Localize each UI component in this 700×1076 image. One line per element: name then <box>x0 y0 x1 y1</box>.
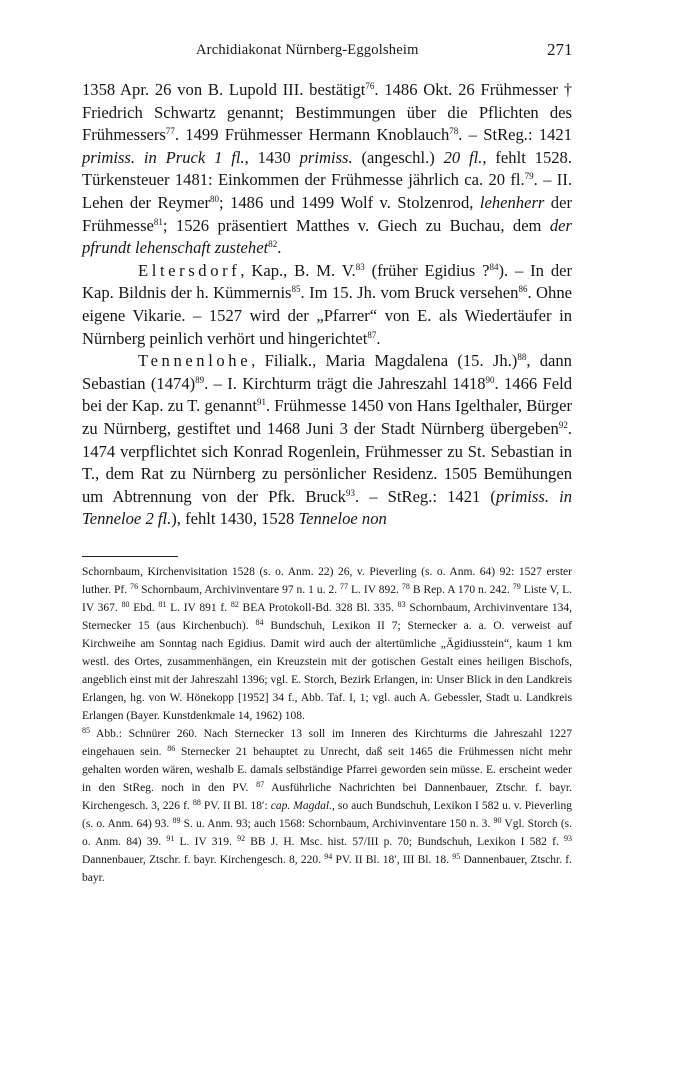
text-run: . Frühmesse 1450 von Hans Igelthaler, Bürger zu Nürnberg, gestiftet und 1468 Juni 3 der Stadt Nürnberg übergeben <box>82 396 572 438</box>
text-run: Vgl. Storch (s. o. Anm. 84) 39. <box>82 818 572 848</box>
footnote-ref-93[interactable]: 93 <box>345 487 355 498</box>
footnote-ref-80[interactable]: 80 <box>210 193 220 204</box>
text-run: . – StReg.: 1421 <box>458 125 573 145</box>
text-run: Schornbaum, Kirchenvisitation 1528 (s. o. Anm. 22) 26, v. Pieverling (s. o. Anm. 64) 92: 1527 erster luther. Pf. <box>82 566 572 596</box>
footnote-number-91: 91 <box>166 834 175 843</box>
footnote-number-92: 92 <box>237 834 246 843</box>
footnote-block-85-95 <box>82 725 572 887</box>
footnote-ref-92[interactable]: 92 <box>558 419 568 430</box>
text-run: , 1430 <box>244 147 300 167</box>
text-run: , so auch Bundschuh, Lexikon I 582 u. v. Pieverling (s. o. Anm. 64) 93. <box>82 800 572 830</box>
footnote-number-86: 86 <box>167 744 176 753</box>
italic-text: 20 fl. <box>443 147 483 167</box>
footnote-number-77: 77 <box>340 582 349 591</box>
text-run: Liste V, L. IV 367. <box>82 584 573 614</box>
text-run: Abb.: Schnürer 260. Nach Sternecker 13 soll im Inneren des Kirchturms die Jahreszahl 1227 eingehauen sein. <box>82 728 572 758</box>
text-run: ). – In der Kap. Bildnis der h. Kümmernis <box>82 260 573 303</box>
footnote-number-79: 79 <box>512 582 521 591</box>
footnote-ref-77[interactable]: 77 <box>165 126 175 137</box>
footnote-number-80: 80 <box>121 600 130 609</box>
place-name-tennenlohe: Tennenlohe <box>138 351 252 371</box>
place-name-eltersdorf: Eltersdorf <box>138 260 241 280</box>
text-run: L. IV 319. <box>174 836 238 848</box>
footnote-number-87: 87 <box>256 780 265 789</box>
text-run: Schornbaum, Archivinventare 97 n. 1 u. 2. <box>138 584 341 596</box>
footnote-number-89: 89 <box>172 816 181 825</box>
footnote-ref-78[interactable]: 78 <box>449 126 459 137</box>
text-run: . Ohne eigene Vikarie. – 1527 wird der „Pfarrer“ von E. als Wiedertäufer in Nürnberg peinlich verhört und hingerichtet <box>82 283 572 348</box>
text-run: L. IV 892. <box>348 584 402 596</box>
footnotes <box>82 563 572 887</box>
footnote-ref-87[interactable]: 87 <box>367 329 377 340</box>
footnote-number-81: 81 <box>158 600 167 609</box>
footnote-block-76-84 <box>82 563 572 725</box>
text-run: Schornbaum, Archivinventare 134, Sternecker 15 (aus Kirchenbuch). <box>82 602 573 632</box>
italic-text: primiss. in Pruck 1 fl. <box>82 147 245 167</box>
italic-text: primiss. in Tenneloe 2 fl. <box>82 486 572 529</box>
text-run: (angeschl.) <box>352 147 444 167</box>
footnote-number-78: 78 <box>401 582 410 591</box>
footnote-ref-76[interactable]: 76 <box>365 81 375 91</box>
text-run: . 1474 verpflichtet sich Konrad Rogenlein, Frühmesser zu St. Sebastian in T., dem Rat zu Nürnberg zu persönlicher Residenz. 1505 Bemühungen um Abtrennung von der Pfk. Bruck <box>82 418 572 506</box>
footnote-ref-89[interactable]: 89 <box>195 374 205 385</box>
footnote-number-88: 88 <box>192 798 201 807</box>
text-run: , Kap., B. M. V. <box>240 260 356 280</box>
text-run: Dannenbauer, Ztschr. f. bayr. <box>82 854 573 884</box>
footnote-number-82: 82 <box>230 600 239 609</box>
footnote-number-76: 76 <box>130 582 139 591</box>
footnote-number-83: 83 <box>397 600 406 609</box>
footnote-ref-82[interactable]: 82 <box>268 239 278 250</box>
text-run: 1358 Apr. 26 von B. Lupold III. bestätigt <box>82 80 366 99</box>
footnote-number-95: 95 <box>452 852 461 861</box>
footnote-number-94: 94 <box>324 852 333 861</box>
text-run: , fehlt 1528. Türkensteuer 1481: Einkommen der Frühmesse jährlich ca. 20 fl. <box>82 147 572 190</box>
text-run: . Im 15. Jh. vom Bruck versehen <box>300 283 519 303</box>
running-head: Archidiakonat Nürnberg-Eggolsheim <box>196 42 419 58</box>
text-run: . – StReg.: 1421 ( <box>354 486 496 506</box>
footnote-ref-79[interactable]: 79 <box>524 171 534 182</box>
text-run: L. IV 891 f. <box>166 602 231 614</box>
footnote-ref-86[interactable]: 86 <box>518 284 528 295</box>
italic-text: lehenherr <box>479 192 545 212</box>
footnote-number-84: 84 <box>255 618 264 627</box>
text-run: Ebd. <box>129 602 159 614</box>
paragraph-fruehmesse <box>82 79 572 260</box>
main-text <box>82 79 572 531</box>
text-run: . – II. Lehen der Reymer <box>82 170 572 212</box>
text-run: S. u. Anm. 93; auch 1568: Schornbaum, Archivinventare 150 n. 3. <box>180 818 494 830</box>
paragraph-tennenlohe <box>82 350 572 531</box>
text-run: PV. II Bl. 18′, III Bl. 18. <box>332 854 453 866</box>
footnote-ref-88[interactable]: 88 <box>517 352 527 363</box>
text-run: Sternecker 21 behauptet zu Unrecht, daß seit 1465 die Frühmessen nicht mehr gehalten worden wären, weshalb E. damals selbständige Pfarrei geworden sein müsse. E. erscheint weder in den StReg. noch in den PV. <box>82 746 572 794</box>
text-run: ), fehlt 1430, 1528 <box>171 509 299 529</box>
text-run: der Frühmesse <box>82 192 572 235</box>
text-run: BEA Protokoll-Bd. 328 Bl. 335. <box>238 602 398 614</box>
text-run: . <box>376 328 381 348</box>
text-run: (früher Egidius ? <box>364 260 490 280</box>
text-run: . 1466 Feld bei der Kap. zu T. genannt <box>82 373 573 416</box>
text-run: , dann Sebastian (1474) <box>82 351 572 393</box>
paragraph-eltersdorf <box>82 260 572 350</box>
italic-text: cap. Magdal. <box>270 800 332 812</box>
footnote-ref-85[interactable]: 85 <box>291 284 301 295</box>
text-run: ; 1486 und 1499 Wolf v. Stolzenrod, <box>219 192 480 212</box>
text-run: . 1486 Okt. 26 Frühmesser † Friedrich Schwartz genannt; Bestimmungen über die Pflichten des Frühmessers <box>82 80 573 145</box>
footnote-number-85: 85 <box>82 726 90 735</box>
text-run: Bundschuh, Lexikon II 7; Sternecker a. a. O. verweist auf Kirchweihe am Sonntag nach Egidius. Damit wird auch der altertümliche „Ägidiusstein“, kaum 1 km westl. des Ortes, zusammenhängen, ein Kreuzstein mit der gotischen Gestalt eines heiligen Bischofs, angeblich einst mit der Jahreszahl 1396; vgl. E. Storch, Bezirk Erlangen, in: Unser Blick in den Landkreis Erlangen, hg. von W. Hönekopp [1952] 34 f., Abb. Taf. I, 1; vgl. auch A. Gebessler, Stadt u. Landkreis Erlangen (Bayer. Kunstdenkmale 14, 1962) 108. <box>82 620 572 722</box>
text-run: BB J. H. Msc. hist. 57/III p. 70; Bundschuh, Lexikon I 582 f. <box>245 836 565 848</box>
italic-text: der pfrundt lehenschaft zustehet <box>82 215 572 258</box>
text-run: . <box>277 238 282 258</box>
footnote-ref-91[interactable]: 91 <box>256 397 266 408</box>
footnote-ref-83[interactable]: 83 <box>355 261 365 272</box>
text-run: , Filialk., Maria Magdalena (15. Jh.) <box>251 351 518 371</box>
page-number: 271 <box>547 40 573 59</box>
text-run: . – I. Kirchturm trägt die Jahreszahl 1418 <box>204 373 486 393</box>
text-run: Ausführliche Nachrichten bei Dannenbauer, Ztschr. f. bayr. Kirchengesch. 3, 226 f. <box>82 782 572 812</box>
text-run: Dannenbauer, Ztschr. f. bayr. Kirchengesch. 8, 220. <box>82 854 325 866</box>
text-run: PV. II Bl. 18′: <box>200 800 271 812</box>
footnote-ref-81[interactable]: 81 <box>153 216 163 227</box>
italic-text: primiss. <box>299 147 353 167</box>
footnote-ref-90[interactable]: 90 <box>485 374 495 385</box>
footnote-divider <box>82 556 178 557</box>
footnote-number-90: 90 <box>493 816 502 825</box>
footnote-number-93: 93 <box>564 834 573 843</box>
text-run: B Rep. A 170 n. 242. <box>409 584 513 596</box>
italic-text: Tenneloe non <box>298 509 387 529</box>
text-run: . 1499 Frühmesser Hermann Knoblauch <box>174 125 450 145</box>
footnote-ref-84[interactable]: 84 <box>489 261 499 272</box>
text-run: ; 1526 präsentiert Matthes v. Giech zu Buchau, dem <box>162 215 550 235</box>
